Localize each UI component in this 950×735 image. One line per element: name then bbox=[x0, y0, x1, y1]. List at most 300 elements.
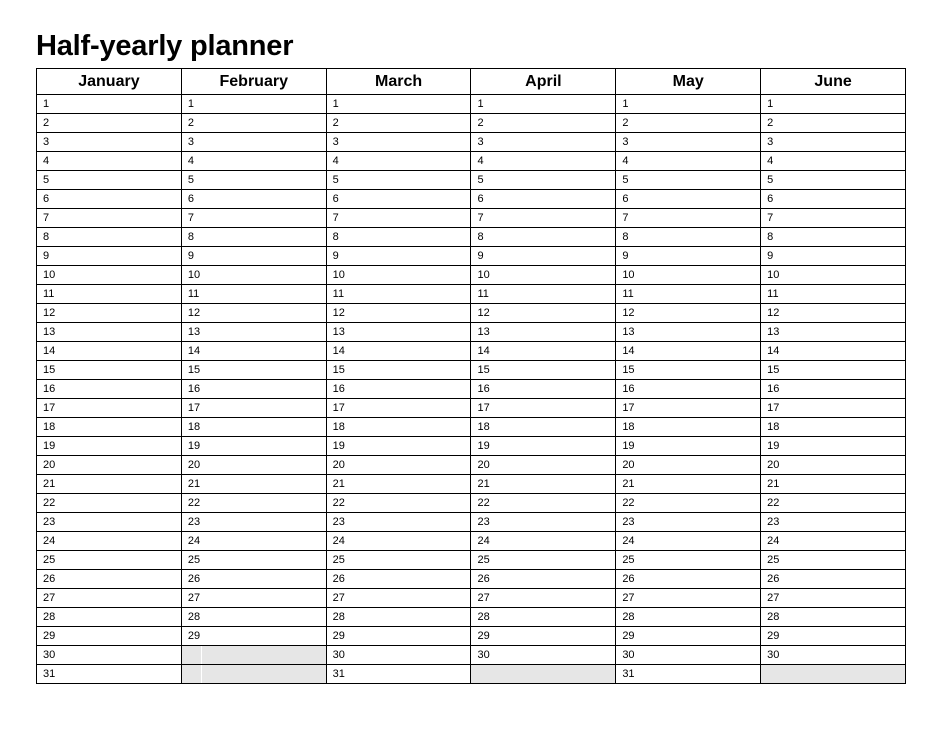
day-cell[interactable] bbox=[181, 494, 326, 513]
day-cell[interactable] bbox=[471, 266, 616, 285]
day-cell[interactable] bbox=[616, 437, 761, 456]
day-cell[interactable] bbox=[471, 228, 616, 247]
day-cell[interactable] bbox=[471, 456, 616, 475]
day-number: 24 bbox=[187, 535, 201, 547]
day-number: 9 bbox=[622, 250, 629, 262]
day-cell[interactable] bbox=[181, 380, 326, 399]
day-number: 22 bbox=[477, 497, 490, 509]
day-cell[interactable] bbox=[471, 589, 616, 608]
day-cell[interactable] bbox=[616, 361, 761, 380]
day-cell[interactable] bbox=[37, 532, 182, 551]
day-number: 1 bbox=[767, 98, 774, 110]
month-header-march: March bbox=[326, 69, 471, 95]
day-number: 14 bbox=[187, 345, 201, 357]
day-cell[interactable] bbox=[181, 513, 326, 532]
day-cell[interactable] bbox=[37, 114, 182, 133]
day-cell[interactable] bbox=[761, 285, 906, 304]
day-number: 18 bbox=[187, 421, 201, 433]
day-cell[interactable] bbox=[616, 266, 761, 285]
day-number: 21 bbox=[187, 478, 201, 490]
day-cell[interactable] bbox=[181, 418, 326, 437]
day-cell[interactable] bbox=[761, 475, 906, 494]
day-cell[interactable] bbox=[616, 665, 761, 684]
day-number: 12 bbox=[43, 307, 56, 319]
day-cell[interactable] bbox=[37, 285, 182, 304]
day-number: 26 bbox=[43, 573, 56, 585]
day-cell[interactable] bbox=[616, 532, 761, 551]
day-number: 19 bbox=[477, 440, 490, 452]
day-cell[interactable] bbox=[471, 570, 616, 589]
month-header-april: April bbox=[471, 69, 616, 95]
day-number: 13 bbox=[43, 326, 56, 338]
day-cell[interactable] bbox=[471, 133, 616, 152]
day-cell[interactable] bbox=[181, 285, 326, 304]
day-number: 27 bbox=[622, 592, 635, 604]
day-cell[interactable] bbox=[761, 513, 906, 532]
day-cell[interactable] bbox=[181, 399, 326, 418]
day-row bbox=[37, 646, 906, 665]
day-cell[interactable] bbox=[181, 266, 326, 285]
day-cell[interactable] bbox=[761, 646, 906, 665]
day-cell[interactable] bbox=[471, 171, 616, 190]
day-cell[interactable] bbox=[326, 532, 471, 551]
day-cell[interactable] bbox=[761, 532, 906, 551]
day-number: 27 bbox=[477, 592, 490, 604]
day-number: 19 bbox=[187, 440, 201, 452]
day-cell[interactable] bbox=[37, 133, 182, 152]
day-cell[interactable] bbox=[326, 266, 471, 285]
day-cell[interactable] bbox=[326, 665, 471, 684]
day-number: 21 bbox=[622, 478, 635, 490]
day-cell[interactable] bbox=[616, 247, 761, 266]
day-cell[interactable] bbox=[181, 475, 326, 494]
day-number: 7 bbox=[332, 212, 339, 224]
day-cell[interactable] bbox=[761, 551, 906, 570]
day-number: 10 bbox=[332, 269, 345, 281]
day-number: 5 bbox=[332, 174, 339, 186]
day-cell[interactable] bbox=[326, 437, 471, 456]
day-cell[interactable] bbox=[326, 494, 471, 513]
day-cell[interactable] bbox=[616, 190, 761, 209]
day-number: 27 bbox=[767, 592, 780, 604]
day-number: 3 bbox=[477, 136, 484, 148]
day-cell[interactable] bbox=[326, 228, 471, 247]
day-cell[interactable] bbox=[326, 304, 471, 323]
day-number: 16 bbox=[43, 383, 56, 395]
day-cell[interactable] bbox=[471, 285, 616, 304]
day-number: 8 bbox=[187, 231, 194, 243]
day-row bbox=[37, 513, 906, 532]
day-number: 28 bbox=[477, 611, 490, 623]
day-cell[interactable] bbox=[471, 513, 616, 532]
day-cell[interactable] bbox=[181, 228, 326, 247]
day-cell[interactable] bbox=[37, 228, 182, 247]
day-cell[interactable] bbox=[181, 114, 326, 133]
day-cell[interactable] bbox=[181, 152, 326, 171]
day-cell[interactable] bbox=[37, 418, 182, 437]
day-cell[interactable] bbox=[181, 247, 326, 266]
day-cell[interactable] bbox=[471, 627, 616, 646]
day-number: 15 bbox=[622, 364, 635, 376]
day-cell[interactable] bbox=[471, 342, 616, 361]
day-cell[interactable] bbox=[37, 152, 182, 171]
day-number: 2 bbox=[767, 117, 774, 129]
day-cell[interactable] bbox=[761, 266, 906, 285]
day-number: 10 bbox=[767, 269, 780, 281]
day-cell[interactable] bbox=[616, 570, 761, 589]
day-cell[interactable] bbox=[761, 304, 906, 323]
day-number: 23 bbox=[187, 516, 201, 528]
day-number: 7 bbox=[767, 212, 774, 224]
day-cell[interactable] bbox=[181, 361, 326, 380]
day-number: 2 bbox=[43, 117, 50, 129]
unavailable-day-cell bbox=[181, 665, 326, 684]
day-cell[interactable] bbox=[326, 361, 471, 380]
day-number: 16 bbox=[187, 383, 201, 395]
day-cell[interactable] bbox=[471, 361, 616, 380]
day-cell[interactable] bbox=[471, 323, 616, 342]
day-row bbox=[37, 304, 906, 323]
day-number: 24 bbox=[43, 535, 56, 547]
day-cell[interactable] bbox=[471, 95, 616, 114]
day-number: 30 bbox=[332, 649, 345, 661]
day-cell[interactable] bbox=[761, 589, 906, 608]
day-cell[interactable] bbox=[761, 171, 906, 190]
day-cell[interactable] bbox=[471, 494, 616, 513]
day-cell[interactable] bbox=[37, 570, 182, 589]
day-cell[interactable] bbox=[471, 608, 616, 627]
day-cell[interactable] bbox=[761, 380, 906, 399]
day-cell[interactable] bbox=[37, 247, 182, 266]
day-number: 4 bbox=[622, 155, 629, 167]
day-number: 5 bbox=[43, 174, 50, 186]
day-cell[interactable] bbox=[471, 304, 616, 323]
day-number: 27 bbox=[187, 592, 201, 604]
day-cell[interactable] bbox=[761, 133, 906, 152]
day-cell[interactable] bbox=[761, 152, 906, 171]
day-cell[interactable] bbox=[37, 190, 182, 209]
day-row bbox=[37, 323, 906, 342]
day-number: 8 bbox=[477, 231, 484, 243]
day-cell[interactable] bbox=[326, 342, 471, 361]
unavailable-day-cell bbox=[471, 665, 616, 684]
day-cell[interactable] bbox=[616, 95, 761, 114]
day-number: 17 bbox=[43, 402, 56, 414]
day-number: 23 bbox=[477, 516, 490, 528]
day-cell[interactable] bbox=[37, 437, 182, 456]
day-number: 15 bbox=[43, 364, 56, 376]
day-cell[interactable] bbox=[616, 323, 761, 342]
day-cell[interactable] bbox=[616, 209, 761, 228]
day-cell[interactable] bbox=[181, 190, 326, 209]
day-row bbox=[37, 209, 906, 228]
day-number: 25 bbox=[622, 554, 635, 566]
day-cell[interactable] bbox=[616, 133, 761, 152]
day-number: 11 bbox=[622, 288, 634, 300]
day-number: 3 bbox=[43, 136, 50, 148]
day-cell[interactable] bbox=[181, 342, 326, 361]
day-cell[interactable] bbox=[471, 646, 616, 665]
day-cell[interactable] bbox=[471, 551, 616, 570]
day-cell[interactable] bbox=[181, 209, 326, 228]
day-row bbox=[37, 532, 906, 551]
day-cell[interactable] bbox=[471, 209, 616, 228]
day-cell[interactable] bbox=[37, 323, 182, 342]
day-cell[interactable] bbox=[326, 608, 471, 627]
day-number: 13 bbox=[477, 326, 490, 338]
day-number: 12 bbox=[767, 307, 780, 319]
day-cell[interactable] bbox=[326, 171, 471, 190]
day-number: 18 bbox=[43, 421, 56, 433]
day-cell[interactable] bbox=[181, 570, 326, 589]
day-number: 25 bbox=[332, 554, 345, 566]
day-cell[interactable] bbox=[326, 133, 471, 152]
day-number: 18 bbox=[477, 421, 490, 433]
day-cell[interactable] bbox=[471, 152, 616, 171]
day-cell[interactable] bbox=[761, 247, 906, 266]
month-header-row bbox=[37, 69, 906, 95]
day-number: 15 bbox=[477, 364, 490, 376]
day-cell[interactable] bbox=[181, 437, 326, 456]
day-cell[interactable] bbox=[616, 608, 761, 627]
page-title: Half-yearly planner bbox=[36, 30, 294, 62]
day-cell[interactable] bbox=[37, 171, 182, 190]
day-row bbox=[37, 266, 906, 285]
day-cell[interactable] bbox=[37, 589, 182, 608]
day-number: 7 bbox=[477, 212, 484, 224]
day-number: 7 bbox=[43, 212, 50, 224]
day-cell[interactable] bbox=[616, 342, 761, 361]
day-cell[interactable] bbox=[616, 114, 761, 133]
day-number: 19 bbox=[622, 440, 635, 452]
day-row bbox=[37, 589, 906, 608]
day-cell[interactable] bbox=[37, 665, 182, 684]
day-row bbox=[37, 342, 906, 361]
day-cell[interactable] bbox=[181, 589, 326, 608]
day-cell[interactable] bbox=[326, 589, 471, 608]
day-number: 29 bbox=[187, 630, 201, 642]
day-cell[interactable] bbox=[326, 418, 471, 437]
day-number: 6 bbox=[767, 193, 774, 205]
day-number: 14 bbox=[477, 345, 490, 357]
day-cell[interactable] bbox=[471, 532, 616, 551]
day-number: 7 bbox=[187, 212, 194, 224]
day-cell[interactable] bbox=[326, 627, 471, 646]
day-cell[interactable] bbox=[616, 456, 761, 475]
day-number: 31 bbox=[43, 668, 56, 680]
day-cell[interactable] bbox=[181, 133, 326, 152]
day-cell[interactable] bbox=[616, 551, 761, 570]
day-cell[interactable] bbox=[616, 304, 761, 323]
day-cell[interactable] bbox=[471, 437, 616, 456]
day-number: 3 bbox=[332, 136, 339, 148]
day-number: 25 bbox=[477, 554, 490, 566]
day-number: 11 bbox=[43, 288, 55, 300]
day-number: 5 bbox=[767, 174, 774, 186]
day-number: 12 bbox=[187, 307, 201, 319]
day-cell[interactable] bbox=[326, 209, 471, 228]
day-number: 2 bbox=[332, 117, 339, 129]
day-cell[interactable] bbox=[616, 418, 761, 437]
day-cell[interactable] bbox=[616, 380, 761, 399]
day-number: 13 bbox=[622, 326, 635, 338]
day-number: 29 bbox=[43, 630, 56, 642]
day-row bbox=[37, 247, 906, 266]
day-cell[interactable] bbox=[761, 228, 906, 247]
day-cell[interactable] bbox=[37, 361, 182, 380]
day-cell[interactable] bbox=[471, 114, 616, 133]
day-cell[interactable] bbox=[181, 95, 326, 114]
day-cell[interactable] bbox=[761, 608, 906, 627]
day-cell[interactable] bbox=[761, 437, 906, 456]
day-cell[interactable] bbox=[37, 95, 182, 114]
day-row bbox=[37, 380, 906, 399]
day-cell[interactable] bbox=[181, 323, 326, 342]
day-cell[interactable] bbox=[37, 475, 182, 494]
day-cell[interactable] bbox=[471, 399, 616, 418]
day-cell[interactable] bbox=[471, 475, 616, 494]
day-cell[interactable] bbox=[37, 266, 182, 285]
day-cell[interactable] bbox=[471, 380, 616, 399]
day-row bbox=[37, 475, 906, 494]
day-cell[interactable] bbox=[616, 171, 761, 190]
day-number: 24 bbox=[767, 535, 780, 547]
day-row bbox=[37, 114, 906, 133]
day-cell[interactable] bbox=[326, 551, 471, 570]
day-number: 9 bbox=[767, 250, 774, 262]
day-cell[interactable] bbox=[761, 494, 906, 513]
day-cell[interactable] bbox=[326, 513, 471, 532]
day-cell[interactable] bbox=[37, 551, 182, 570]
day-cell[interactable] bbox=[181, 532, 326, 551]
day-cell[interactable] bbox=[761, 209, 906, 228]
day-number: 26 bbox=[477, 573, 490, 585]
day-cell[interactable] bbox=[471, 247, 616, 266]
day-cell[interactable] bbox=[37, 513, 182, 532]
day-row bbox=[37, 437, 906, 456]
day-cell[interactable] bbox=[181, 551, 326, 570]
day-cell[interactable] bbox=[181, 304, 326, 323]
day-row bbox=[37, 285, 906, 304]
day-cell[interactable] bbox=[37, 209, 182, 228]
day-number: 23 bbox=[332, 516, 345, 528]
day-cell[interactable] bbox=[326, 95, 471, 114]
day-cell[interactable] bbox=[37, 456, 182, 475]
day-cell[interactable] bbox=[326, 190, 471, 209]
day-cell[interactable] bbox=[616, 475, 761, 494]
day-number: 31 bbox=[332, 668, 345, 680]
day-cell[interactable] bbox=[37, 304, 182, 323]
day-cell[interactable] bbox=[326, 380, 471, 399]
day-cell[interactable] bbox=[761, 361, 906, 380]
day-cell[interactable] bbox=[37, 399, 182, 418]
day-cell[interactable] bbox=[37, 646, 182, 665]
month-header-june: June bbox=[761, 69, 906, 95]
day-cell[interactable] bbox=[326, 285, 471, 304]
day-cell[interactable] bbox=[326, 247, 471, 266]
day-number: 14 bbox=[332, 345, 345, 357]
day-cell[interactable] bbox=[37, 627, 182, 646]
day-number: 26 bbox=[332, 573, 345, 585]
day-number: 17 bbox=[477, 402, 490, 414]
day-number: 29 bbox=[477, 630, 490, 642]
day-cell[interactable] bbox=[761, 570, 906, 589]
day-number: 8 bbox=[622, 231, 629, 243]
day-number: 23 bbox=[622, 516, 635, 528]
day-number: 20 bbox=[187, 459, 201, 471]
day-cell[interactable] bbox=[616, 589, 761, 608]
day-cell[interactable] bbox=[616, 646, 761, 665]
day-number: 20 bbox=[767, 459, 780, 471]
day-cell[interactable] bbox=[761, 627, 906, 646]
day-cell[interactable] bbox=[761, 323, 906, 342]
day-number: 30 bbox=[477, 649, 490, 661]
day-number: 16 bbox=[767, 383, 780, 395]
day-number: 13 bbox=[767, 326, 780, 338]
day-number: 19 bbox=[767, 440, 780, 452]
day-cell[interactable] bbox=[616, 399, 761, 418]
day-cell[interactable] bbox=[616, 494, 761, 513]
day-cell[interactable] bbox=[761, 114, 906, 133]
day-cell[interactable] bbox=[37, 608, 182, 627]
day-cell[interactable] bbox=[181, 627, 326, 646]
day-number: 11 bbox=[187, 288, 200, 300]
day-cell[interactable] bbox=[181, 456, 326, 475]
day-cell[interactable] bbox=[326, 475, 471, 494]
day-cell[interactable] bbox=[37, 342, 182, 361]
day-cell[interactable] bbox=[616, 285, 761, 304]
day-cell[interactable] bbox=[616, 513, 761, 532]
day-cell[interactable] bbox=[37, 380, 182, 399]
day-cell[interactable] bbox=[761, 95, 906, 114]
day-cell[interactable] bbox=[471, 418, 616, 437]
day-number: 6 bbox=[477, 193, 484, 205]
day-number: 9 bbox=[187, 250, 194, 262]
day-cell[interactable] bbox=[326, 646, 471, 665]
day-number: 9 bbox=[43, 250, 50, 262]
day-cell[interactable] bbox=[471, 190, 616, 209]
day-cell[interactable] bbox=[326, 456, 471, 475]
day-cell[interactable] bbox=[616, 228, 761, 247]
day-cell[interactable] bbox=[326, 152, 471, 171]
day-cell[interactable] bbox=[616, 627, 761, 646]
day-cell[interactable] bbox=[181, 171, 326, 190]
day-cell[interactable] bbox=[326, 570, 471, 589]
day-cell[interactable] bbox=[326, 399, 471, 418]
day-number: 25 bbox=[767, 554, 780, 566]
day-cell[interactable] bbox=[37, 494, 182, 513]
day-number: 2 bbox=[477, 117, 484, 129]
day-row bbox=[37, 456, 906, 475]
day-cell[interactable] bbox=[761, 418, 906, 437]
day-number: 8 bbox=[767, 231, 774, 243]
day-cell[interactable] bbox=[761, 190, 906, 209]
day-number: 9 bbox=[477, 250, 484, 262]
day-cell[interactable] bbox=[326, 114, 471, 133]
day-number: 1 bbox=[332, 98, 339, 110]
day-cell[interactable] bbox=[761, 399, 906, 418]
day-cell[interactable] bbox=[616, 152, 761, 171]
day-number: 3 bbox=[187, 136, 194, 148]
day-cell[interactable] bbox=[761, 456, 906, 475]
day-number: 31 bbox=[622, 668, 635, 680]
day-number: 29 bbox=[332, 630, 345, 642]
day-number: 20 bbox=[477, 459, 490, 471]
day-cell[interactable] bbox=[761, 342, 906, 361]
day-cell[interactable] bbox=[181, 608, 326, 627]
day-number: 5 bbox=[187, 174, 194, 186]
day-cell[interactable] bbox=[326, 323, 471, 342]
